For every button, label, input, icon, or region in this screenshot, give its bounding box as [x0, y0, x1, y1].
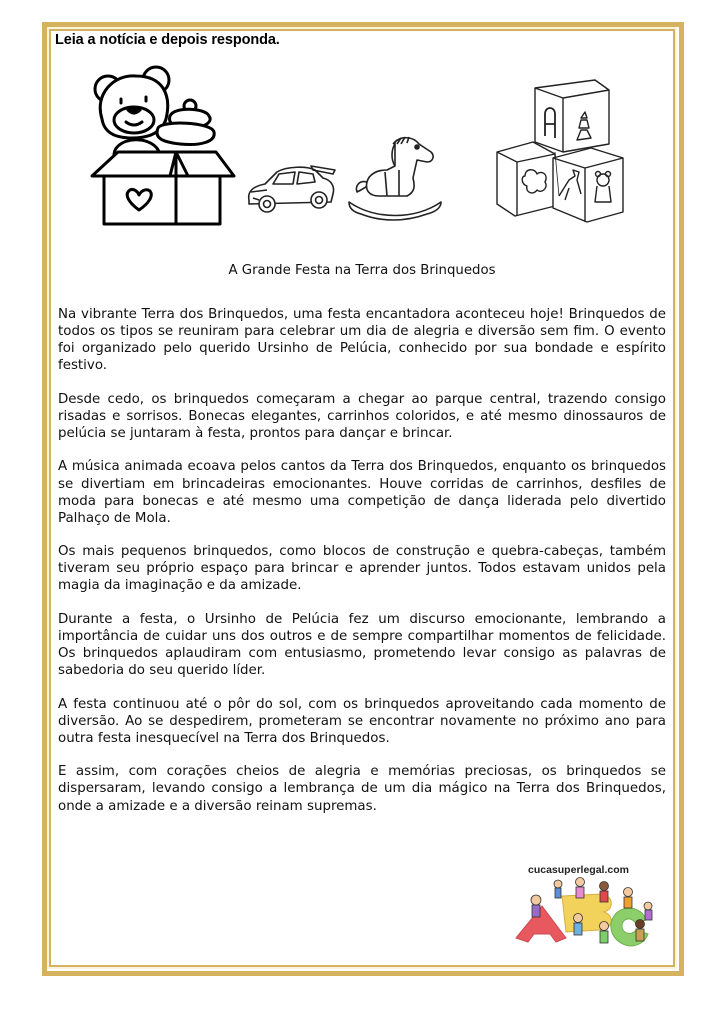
article-paragraph: A música animada ecoava pelos cantos da Terra dos Brinquedos, enquanto os brinquedos se divertiam em brincadeiras emocionantes. Houve corridas de carrinhos, desfiles de moda para bonecas e até mesmo uma competição de dança liderada pelo divertido Palhaço de Mola. — [58, 459, 666, 526]
article-paragraph: Os mais pequenos brinquedos, como blocos de construção e quebra-cabeças, também tiveram seu próprio espaço para brincar e aprender juntos. Todos estavam unidos pela magia da imaginação e da amizade. — [58, 544, 666, 594]
toy-illustrations — [80, 62, 640, 232]
article-body — [58, 306, 666, 831]
article-title: A Grande Festa na Terra dos Brinquedos — [228, 263, 496, 278]
site-logo — [506, 858, 671, 966]
article-paragraph: Desde cedo, os brinquedos começaram a chegar ao parque central, trazendo consigo risadas e sorrisos. Bonecas elegantes, carrinhos coloridos, e até mesmo dinossauros de pelúcia se juntaram à festa, prontos para dançar e brincar. — [58, 391, 666, 441]
article-paragraph: Durante a festa, o Ursinho de Pelúcia fez um discurso emocionante, lembrando a importância de cuidar uns dos outros e de sempre compartilhar momentos de felicidade. Os brinquedos aplaudiram com entusiasmo, prometendo levar consigo as palavras de sabedoria do seu querido líder. — [58, 611, 666, 679]
toy-car-icon — [243, 160, 338, 220]
logo-text: cucasuperlegal.com — [528, 864, 629, 876]
article-paragraph: A festa continuou até o pôr do sol, com os brinquedos aproveitando cada momento de diversão. Ao se despedirem, prometeram se encontrar novamente no próximo ano para outra festa inesquecível na Terra dos Brinquedos. — [58, 696, 666, 746]
alphabet-blocks-icon — [495, 76, 635, 226]
instruction-heading: Leia a notícia e depois responda. — [55, 32, 280, 48]
rocking-horse-icon — [345, 130, 445, 225]
abc-kids-logo-icon — [506, 876, 671, 964]
teddy-bear-in-box-icon — [84, 64, 254, 229]
article-paragraph: E assim, com corações cheios de alegria e memórias preciosas, os brinquedos se dispersaram, levando consigo a lembrança de um dia mágico na Terra dos Brinquedos, onde a amizade e a diversão reinam supremas. — [58, 764, 666, 814]
article-paragraph: Na vibrante Terra dos Brinquedos, uma festa encantadora aconteceu hoje! Brinquedos de todos os tipos se reuniram para celebrar um dia de alegria e diversão sem fim. O evento foi organizado pelo querido Ursinho de Pelúcia, conhecido por sua bondade e espírito festivo. — [58, 307, 666, 374]
